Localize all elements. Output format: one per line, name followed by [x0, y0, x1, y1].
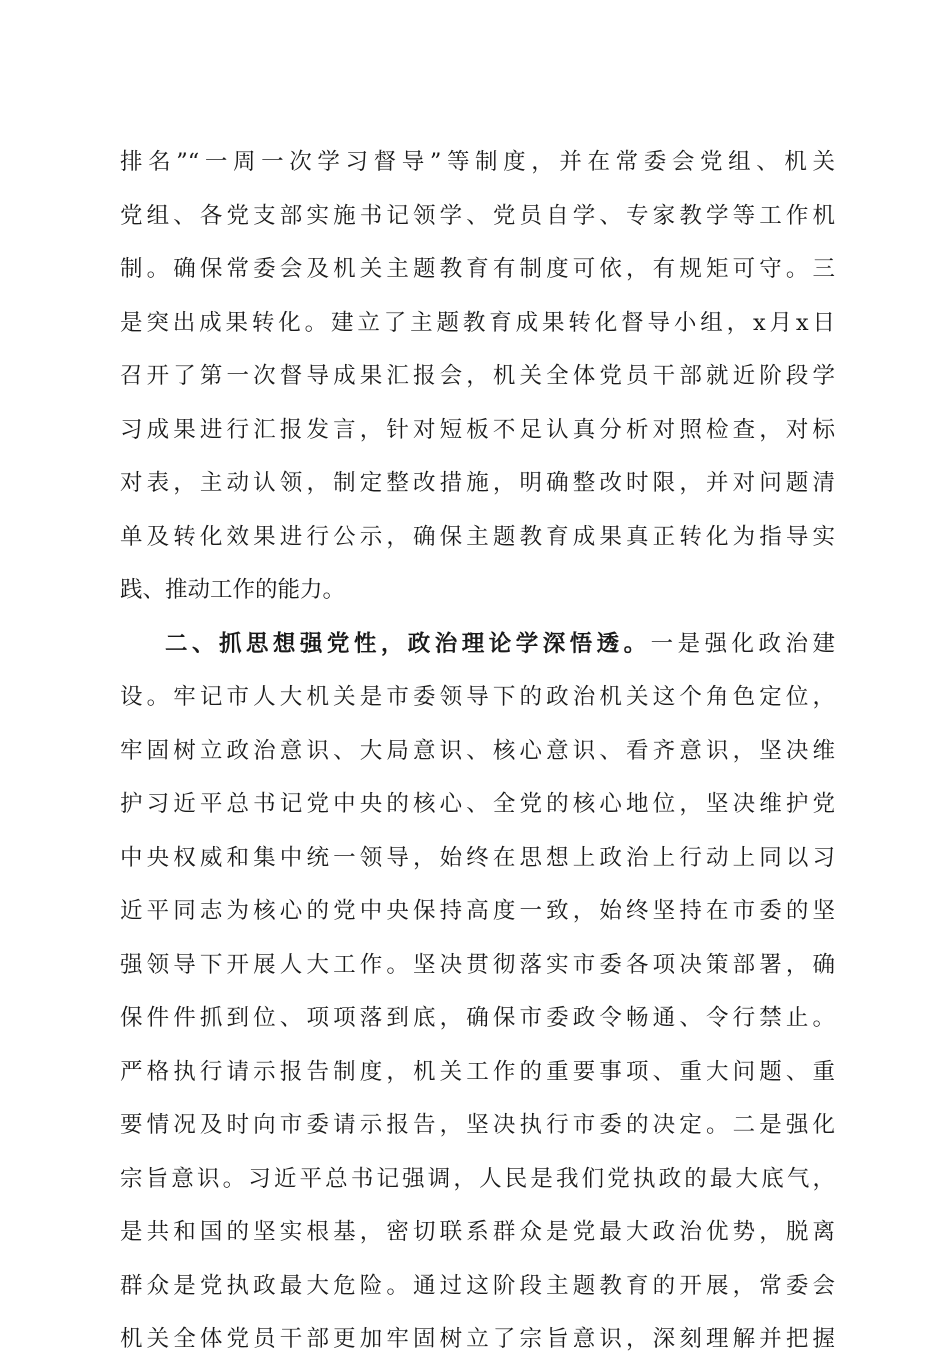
text-line: 党组、各党支部实施书记领学、党员自学、专家教学等工作机: [120, 202, 835, 229]
text-line: 召开了第一次督导成果汇报会，机关全体党员干部就近阶段学: [120, 363, 835, 389]
section-heading-line: [120, 618, 835, 672]
text-line: 践、推动工作的能力。: [120, 577, 346, 603]
text-line: 牢固树立政治意识、大局意识、核心意识、看齐意识，坚决维: [120, 737, 835, 764]
text-line: 对表，主动认领，制定整改措施，明确整改时限，并对问题清: [120, 470, 835, 496]
text-line: 中央权威和集中统一领导，始终在思想上政治上行动上同以习: [120, 844, 835, 871]
text-line: 近平同志为核心的党中央保持高度一致，始终坚持在市委的坚: [120, 898, 835, 924]
text-line: 严格执行请示报告制度，机关工作的重要事项、重大问题、重: [120, 1058, 835, 1085]
text-line: 设。牢记市人大机关是市委领导下的政治机关这个角色定位，: [120, 684, 835, 710]
text-line: 机关全体党员干部更加牢固树立了宗旨意识，深刻理解并把握: [120, 1326, 835, 1352]
text-line: 是共和国的坚实根基，密切联系群众是党最大政治优势，脱离: [120, 1219, 835, 1245]
text-line: 保件件抓到位、项项落到底，确保市委政令畅通、令行禁止。: [120, 1005, 835, 1031]
text-line: 护习近平总书记党中央的核心、全党的核心地位，坚决维护党: [120, 791, 835, 817]
section-heading: 二、抓思想强党性，政治理论学深悟透。: [165, 630, 651, 657]
text-line: 制。确保常委会及机关主题教育有制度可依，有规矩可守。三: [120, 256, 835, 282]
body-text: [120, 136, 835, 1367]
text-line: 单及转化效果进行公示，确保主题教育成果真正转化为指导实: [120, 523, 835, 550]
text-line: 强领导下开展人大工作。坚决贯彻落实市委各项决策部署，确: [120, 951, 835, 978]
text-line: 群众是党执政最大危险。通过这阶段主题教育的开展，常委会: [120, 1272, 835, 1299]
text-line: 宗旨意识。习近平总书记强调，人民是我们党执政的最大底气，: [120, 1165, 835, 1192]
heading-line-rest: 一是强化政治建: [650, 630, 835, 657]
text-line: 排名”“一周一次学习督导”等制度，并在常委会党组、机关: [120, 149, 835, 175]
text-line: 习成果进行汇报发言，针对短板不足认真分析对照检查，对标: [120, 416, 835, 443]
text-line: 是突出成果转化。建立了主题教育成果转化督导小组，x月x日: [120, 309, 835, 336]
text-line: 要情况及时向市委请示报告，坚决执行市委的决定。二是强化: [120, 1112, 835, 1138]
